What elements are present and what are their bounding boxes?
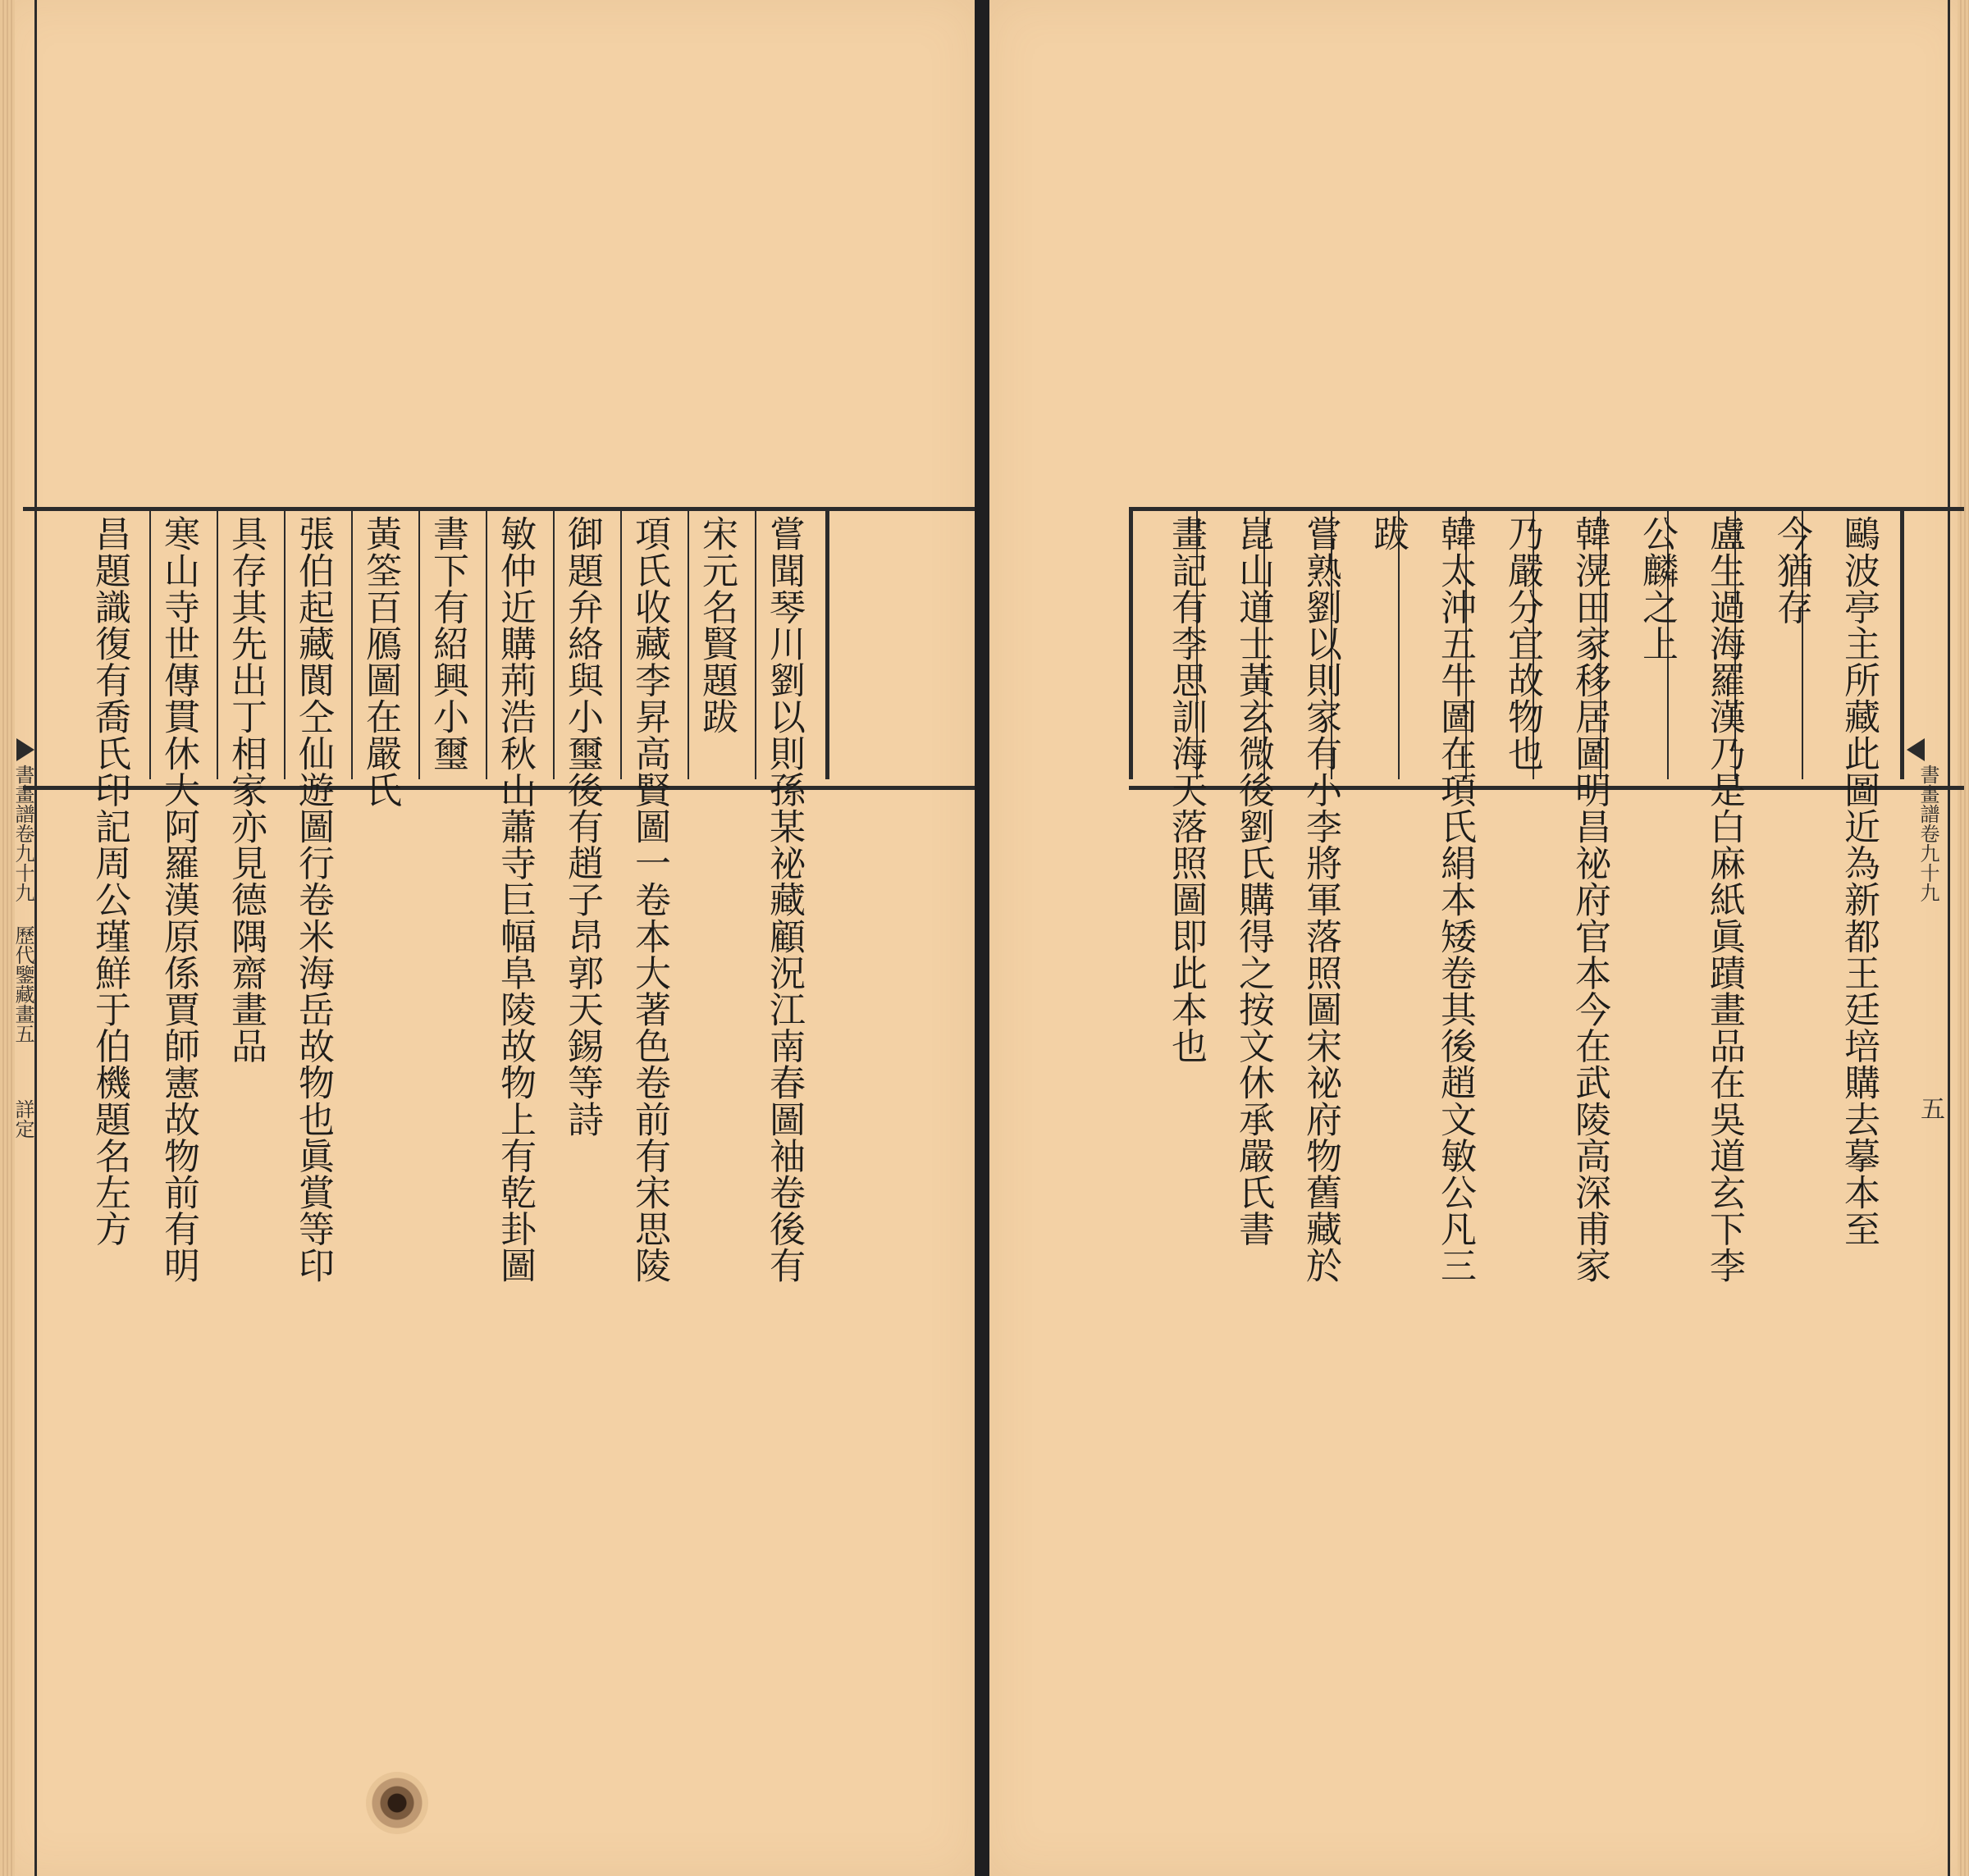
- text-column: 跋: [1367, 515, 1409, 552]
- text-column: 具存其先出丁相家亦見德隅齋畫品: [225, 515, 267, 1064]
- right-page: [989, 0, 1969, 1876]
- text-column: 張伯起藏閬仝仙遊圖行卷米海岳故物也眞賞等印: [292, 515, 334, 1284]
- column-rule: [755, 510, 756, 779]
- margin-title: 書畫譜卷九十九: [1916, 765, 1939, 902]
- text-column: 鷗波亭主所藏此圖近為新都王廷培購去摹本至: [1838, 515, 1880, 1247]
- column-rule: [284, 510, 286, 779]
- text-column: 乃嚴分宜故物也: [1501, 515, 1543, 772]
- text-column: 御題弁絡與小璽後有趙子昂郭天錫等詩: [561, 515, 603, 1138]
- text-column: 盧生過海羅漢乃是白麻紙眞蹟畫品在吳道玄下李: [1703, 515, 1745, 1284]
- column-rule: [149, 510, 151, 779]
- book-gutter: [975, 0, 989, 1876]
- text-column: 崑山道士黃玄微後劉氏購得之按文休承嚴氏書: [1232, 515, 1274, 1247]
- left-page: [0, 0, 975, 1876]
- text-column: 項氏收藏李昇高賢圖一卷本大著色卷前有宋思陵: [628, 515, 670, 1284]
- text-column: 韓太沖五牛圖在項氏絹本矮卷其後趙文敏公凡三: [1434, 515, 1476, 1284]
- text-column: 敏仲近購荊浩秋山蕭寺巨幅阜陵故物上有乾卦圖: [494, 515, 536, 1284]
- text-column: 畫記有李思訓海天落照圖即此本也: [1165, 515, 1207, 1064]
- margin-rule: [1948, 0, 1950, 1876]
- column-rule: [1129, 510, 1133, 779]
- column-rule: [418, 510, 420, 779]
- text-column: 書下有紹興小璽: [427, 515, 468, 772]
- text-column: 公麟之上: [1636, 515, 1678, 662]
- column-rule: [688, 510, 689, 779]
- column-rule: [825, 510, 829, 779]
- page-number: 五: [1916, 1096, 1944, 1121]
- column-rule: [351, 510, 353, 779]
- ink-stain: [366, 1772, 428, 1834]
- column-rule: [553, 510, 555, 779]
- margin-rule: [34, 0, 37, 1876]
- text-column: 寒山寺世傳貫休大阿羅漢原係賈師憲故物前有明: [158, 515, 199, 1284]
- text-column: 黃筌百鴈圖在嚴氏: [359, 515, 401, 808]
- fishtail-mark: [1907, 738, 1925, 761]
- text-column: 嘗聞琴川劉以則孫某祕藏顧況江南春圖袖卷後有: [763, 515, 805, 1284]
- page-edge: [1958, 0, 1969, 1876]
- column-rule: [486, 510, 487, 779]
- column-rule: [1900, 510, 1904, 779]
- text-column: 嘗熟劉以則家有小李將軍落照圖宋祕府物舊藏於: [1300, 515, 1341, 1284]
- column-rule: [217, 510, 218, 779]
- column-rule: [620, 510, 622, 779]
- text-column: 今猶存: [1770, 515, 1812, 625]
- fishtail-mark: [16, 738, 34, 761]
- text-column: 宋元名賢題跋: [696, 515, 738, 735]
- margin-mark: 詳定: [11, 1099, 34, 1139]
- text-column: 韓滉田家移居圖明昌祕府官本今在武陵高深甫家: [1569, 515, 1610, 1284]
- text-column: 昌題識復有喬氏印記周公瑾鮮于伯機題名左方: [89, 515, 130, 1247]
- margin-title: 書畫譜卷九十九 歷代鑒藏畫五: [11, 765, 34, 1043]
